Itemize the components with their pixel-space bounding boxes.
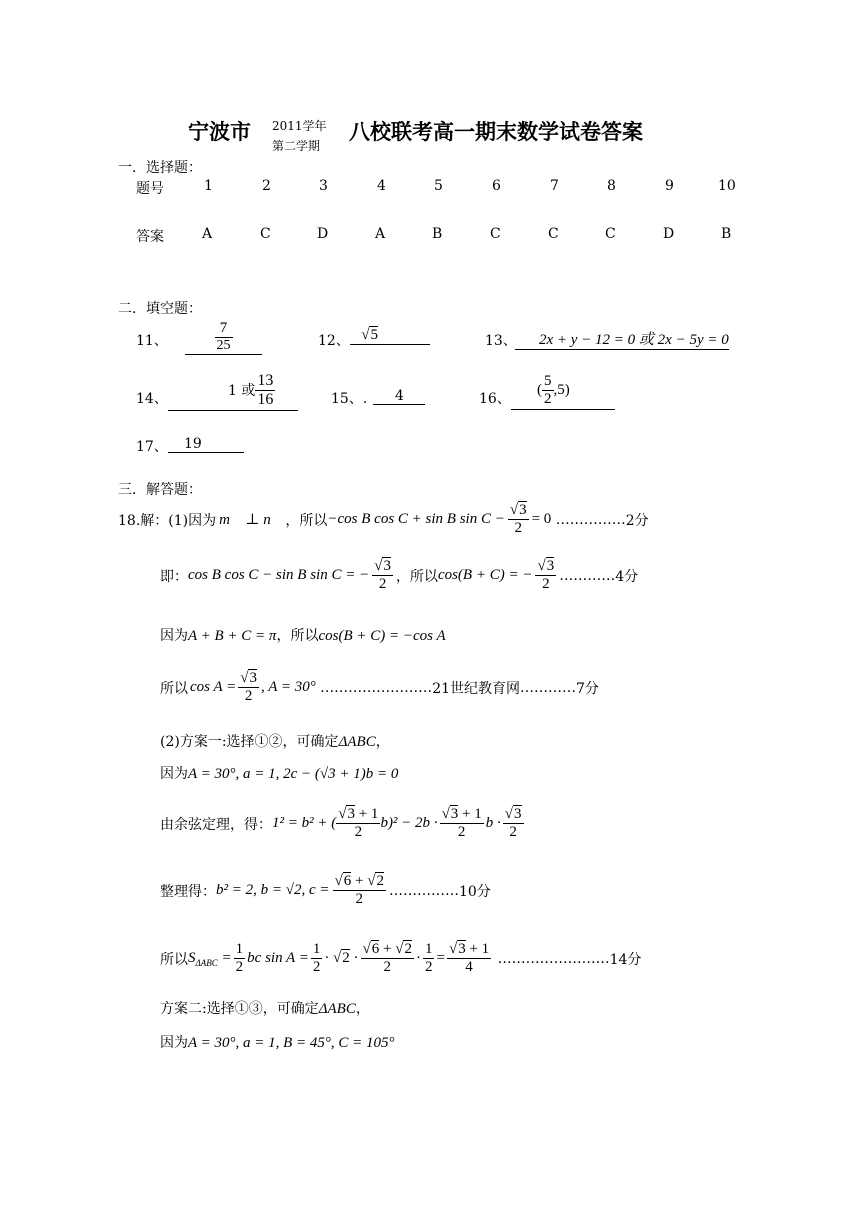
question-number: 8	[607, 178, 616, 194]
question-number: 4	[377, 178, 386, 194]
answer-cell: D	[317, 226, 329, 242]
q11-label: 11、	[136, 333, 168, 349]
section2-heading: 二．填空题：	[118, 301, 202, 317]
answer-cell: C	[260, 226, 271, 242]
solution-line-7: 由余弦定理，得： 1² = b² + ( $\frac{√3 + 1}{2}$ b)² − 2b · $\frac{√3 + 1}{2}$ b · $\frac{√3}{2}$	[160, 806, 522, 841]
title-year: 2011学年	[272, 119, 327, 133]
title-main: 八校联考高一期末数学试卷答案	[349, 120, 643, 144]
q12-label: 12、	[318, 333, 350, 349]
q17-label: 17、	[136, 439, 168, 455]
q11-answer: $\frac{7}{25}$	[185, 320, 262, 355]
q13-answer: 2x + y − 12 = 0 或 2x − 5y = 0	[515, 328, 729, 350]
solution-line-9: 所以 $S_{\Delta ABC}$ = $\frac{1}{2}$ bc sin A = $\frac{1}{2}$ · √2 · $\frac{√6 + √2}{2}$ · $\frac{1}{2}$ = $\frac{√3 + 1}{4}$ …………………… 14分	[160, 941, 642, 976]
answer-cell: C	[490, 226, 501, 242]
q16-label: 16、	[479, 391, 511, 407]
solution-line-2: 即： cos B cos C − sin B sin C = − $\frac{√3}{2}$ ，所以 cos(B + C) = − $\frac{√3}{2}$ ………… 4分	[160, 558, 639, 593]
q16-answer: ( $\frac{5}{2}$ ,5)	[511, 373, 615, 410]
question-number: 6	[492, 178, 501, 194]
q14-answer: 1 或 $\frac{13}{16}$	[168, 372, 298, 411]
q13-label: 13、	[485, 333, 517, 349]
row-question-label: 题号	[136, 181, 164, 197]
q12-answer: √5	[350, 327, 430, 345]
solution-line-11: 因为A = 30°, a = 1, B = 45°, C = 105°	[160, 1035, 395, 1051]
question-number: 9	[665, 178, 674, 194]
answer-cell: C	[548, 226, 559, 242]
solution-line-6: 因为A = 30°, a = 1, 2c − (√3 + 1)b = 0	[160, 766, 399, 782]
answer-cell: B	[432, 226, 443, 242]
solution-line-1: 18.解：(1)因为 m⃗ ⊥ n⃗ ，所以 −cos B cos C + sin B sin C − $\frac{√3}{2}$ = 0 …………… 2分	[118, 502, 649, 537]
solution-line-10: 方案二:选择①③，可确定ΔABC，	[160, 1001, 370, 1017]
q17-answer: 19	[168, 436, 244, 453]
answer-cell: D	[663, 226, 675, 242]
row-answer-label: 答案	[136, 229, 164, 245]
answer-cell: B	[721, 226, 732, 242]
question-number: 10	[718, 178, 736, 194]
answer-cell: A	[375, 226, 386, 242]
question-number: 7	[550, 178, 559, 194]
question-number: 3	[319, 178, 328, 194]
solution-line-4: 所以 cos A = $\frac{√3}{2}$ , A = 30° …………………… 21世纪教育网 ………… 7分	[160, 670, 599, 705]
title-city: 宁波市	[188, 120, 251, 144]
solution-line-5: (2)方案一:选择①②，可确定ΔABC，	[160, 734, 390, 750]
q15-label: 15、.	[331, 391, 368, 407]
section3-heading: 三．解答题：	[118, 482, 202, 498]
section1-heading: 一．选择题：	[118, 160, 202, 176]
q15-answer: 4	[373, 388, 425, 405]
question-number: 1	[204, 178, 213, 194]
answer-cell: C	[605, 226, 616, 242]
question-number: 2	[262, 178, 271, 194]
title-term: 第二学期	[272, 139, 321, 153]
question-number: 5	[434, 178, 443, 194]
solution-line-3: 因为A + B + C = π，所以cos(B + C) = −cos A	[160, 628, 446, 644]
solution-line-8: 整理得： b² = 2, b = √2, c = $\frac{√6 + √2}{2}$ …………… 10分	[160, 873, 491, 908]
answer-cell: A	[202, 226, 213, 242]
q14-label: 14、	[136, 391, 168, 407]
